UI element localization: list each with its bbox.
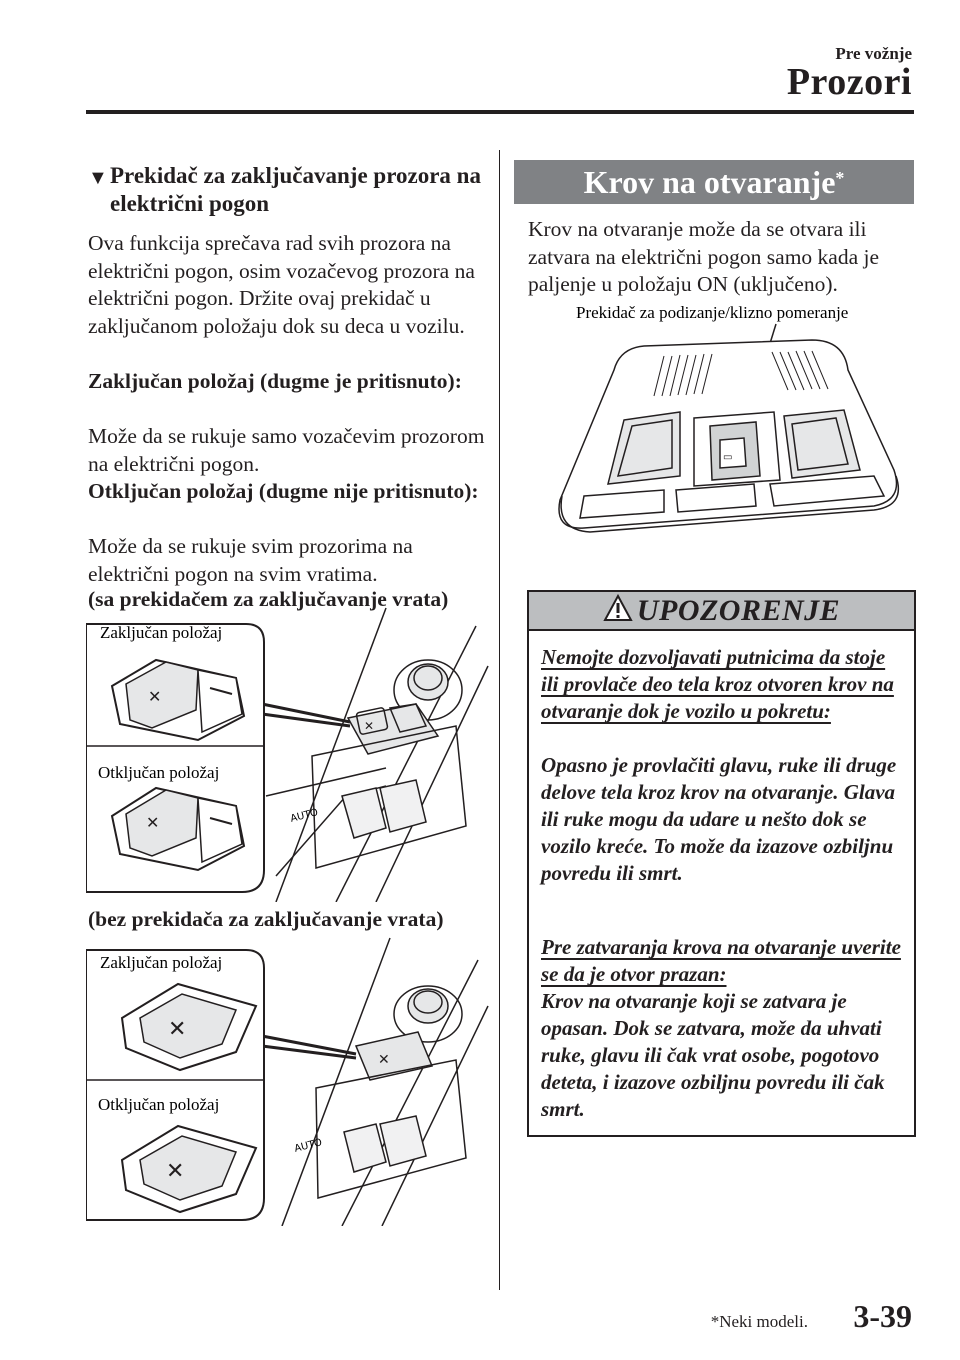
- warning-p1-heading-text: Nemojte dozvoljavati putnicima da stoje ili provlače deo tela kroz otvoren krov na otvaranje dok je vozilo u pokretu:: [541, 645, 894, 723]
- intro-paragraph: Ova funkcija sprečava rad svih prozora na električni pogon, osim vozačevog prozora na električni pogon. Držite ovaj prekidač u zaključanom položaju dok su deca u vozilu.: [88, 231, 475, 338]
- fig1-locked-label: Zaključan položaj: [100, 623, 223, 642]
- band-asterisk: *: [835, 168, 845, 188]
- without-lock-caption: (bez prekidača za zaključavanje vrata): [88, 907, 444, 931]
- fig2-unlocked-label: Otključan položaj: [98, 1095, 220, 1114]
- svg-text:✕: ✕: [364, 719, 375, 733]
- warning-p1-heading: [541, 644, 901, 725]
- svg-text:✕: ✕: [378, 1052, 390, 1068]
- fig2-locked-label: Zaključan položaj: [100, 953, 223, 972]
- subheading-text: Prekidač za zaključavanje prozora na električni pogon: [110, 163, 481, 216]
- locked-text: Može da se rukuje samo vozačevim prozorom na električni pogon.: [88, 424, 485, 476]
- window-lock-switch-figure-with-door-lock: [86, 606, 490, 902]
- warning-header: [529, 592, 914, 631]
- unlocked-heading: Otključan položaj (dugme nije pritisnuto):: [88, 479, 479, 503]
- warning-p2-text: Krov na otvaranje koji se zatvara je opasan. Dok se zatvara, može da uhvati ruke, glavu ili čak vrat osobe, pogotovo deteta, i izazove ozbiljnu povredu ili čak smrt.: [541, 989, 885, 1121]
- page-number: 3-39: [853, 1298, 912, 1334]
- column-divider: [499, 150, 500, 1290]
- fig1-auto-label: AUTO: [289, 807, 320, 825]
- svg-text:✕: ✕: [168, 1017, 187, 1042]
- warning-icon: [603, 594, 633, 627]
- warning-title: UPOZORENJE: [636, 594, 841, 627]
- locked-heading: Zaključan položaj (dugme je pritisnuto):: [88, 369, 462, 393]
- with-lock-caption: (sa prekidačem za zaključavanje vrata): [88, 587, 449, 611]
- sunroof-fig-label: Prekidač za podizanje/klizno pomeranje: [576, 303, 849, 322]
- svg-text:✕: ✕: [166, 1159, 185, 1184]
- warning-p1-text: Opasno je provlačiti glavu, ruke ili druge delove tela kroz krov na otvaranje. Glava ili ruke mogu da udare u nešto dok se vozilo kreće. To može da izazove ozbiljnu povredu ili smrt.: [541, 753, 897, 885]
- svg-text:▭: ▭: [723, 452, 733, 463]
- triangle-bullet-icon: ▼: [88, 167, 108, 189]
- sunroof-intro: Krov na otvaranje može da se otvara ili zatvara na električni pogon samo kada je paljenje u položaju ON (uključeno).: [528, 217, 880, 296]
- sunroof-switch-figure: [544, 300, 914, 550]
- section-name: Pre vožnje: [835, 44, 912, 63]
- svg-text:✕: ✕: [148, 687, 162, 706]
- warning-p2-heading-text: Pre zatvaranja krova na otvaranje uverite se da je otvor prazan:: [541, 935, 901, 986]
- fig2-auto-label: AUTO: [293, 1137, 324, 1155]
- fig1-unlocked-label: Otključan položaj: [98, 763, 220, 782]
- band-title: Krov na otvaranje: [583, 164, 836, 200]
- window-lock-switch-figure-without-door-lock: [86, 936, 490, 1226]
- header-rule: [86, 110, 914, 114]
- unlocked-text: Može da se rukuje svim prozorima na električni pogon na svim vratima.: [88, 534, 413, 586]
- section-band: [514, 160, 914, 204]
- warning-p2-heading: [541, 934, 901, 988]
- subheading: [88, 162, 488, 218]
- svg-text:✕: ✕: [146, 813, 160, 832]
- footnote: *Neki modeli.: [710, 1312, 808, 1331]
- page-title: Prozori: [786, 61, 912, 103]
